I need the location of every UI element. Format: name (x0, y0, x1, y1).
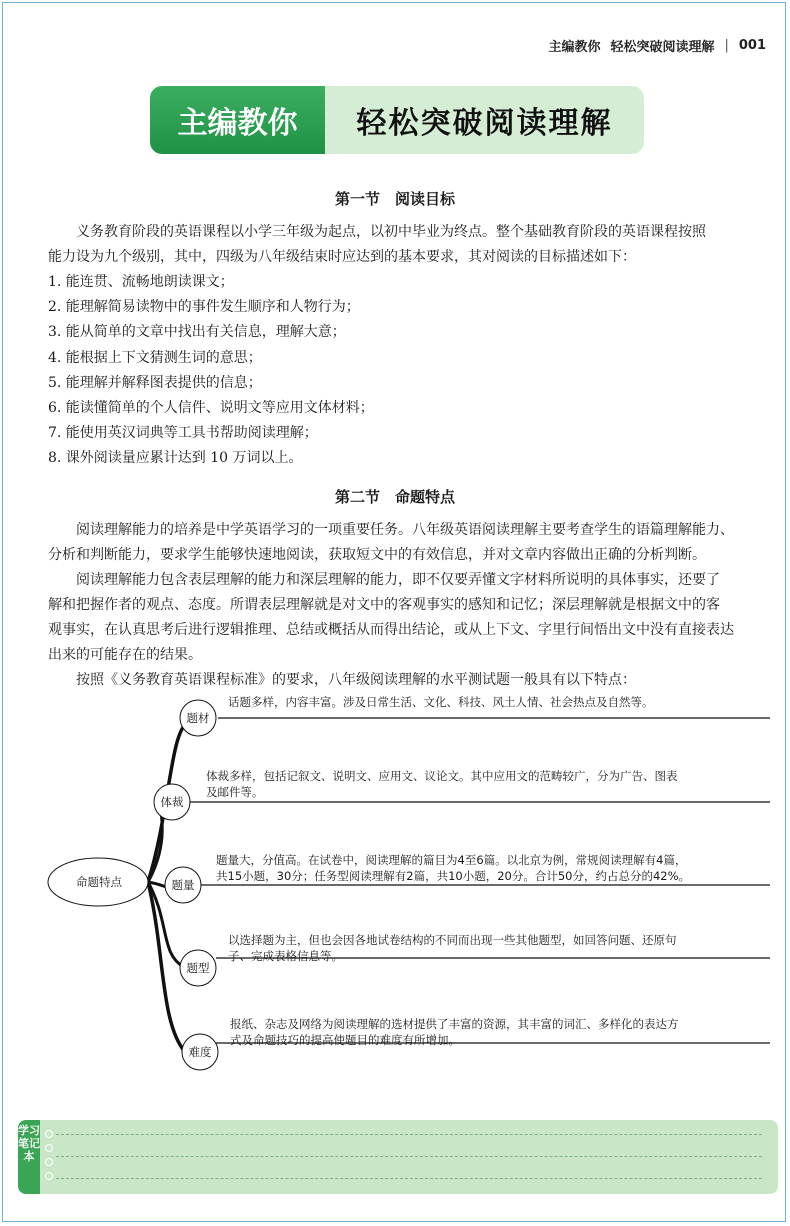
section1-title: 第一节 阅读目标 (334, 190, 455, 208)
branch-label: 体裁 (160, 795, 184, 809)
section2-p2-line4: 出来的可能存在的结果。 (48, 647, 202, 663)
header-chapter-title: 轻松突破阅读理解 (610, 40, 715, 55)
list-item: 1. 能连贯、流畅地朗读课文； (48, 274, 234, 290)
title-banner (150, 86, 644, 154)
branch-label: 题量 (171, 878, 195, 892)
mindmap-diagram (40, 692, 780, 1072)
banner-right-text: 轻松突破阅读理解 (325, 86, 644, 154)
list-item: 7. 能使用英汉词典等工具书帮助阅读理解； (48, 425, 318, 442)
section2-p1-line1: 阅读理解能力的培养是中学英语学习的一项重要任务。八年级英语阅读理解主要考查学生的语篇理解能力、 (76, 522, 734, 538)
branch-text-line: 子、完成表格信息等。 (228, 949, 343, 963)
branch-text (230, 1016, 770, 1048)
section2-p2-line1: 阅读理解能力包含表层理解的能力和深层理解的能力，即不仅要弄懂文字材料所说明的具体事实，还要了 (76, 572, 720, 588)
section2-p2-line2: 解和把握作者的观点、态度。所谓表层理解就是对文中的客观事实的感知和记忆；深层理解就是根据文中的客 (48, 597, 720, 613)
list-item: 2. 能理解简易读物中的事件发生顺序和人物行为； (48, 299, 360, 316)
goal-list (48, 270, 778, 472)
list-item: 3. 能从简单的文章中找出有关信息，理解大意； (48, 324, 346, 341)
ring-icon (45, 1158, 53, 1166)
note-line[interactable] (56, 1178, 762, 1179)
section2-p1-line2: 分析和判断能力，要求学生能够快速地阅读，获取短文中的有效信息，并对文章内容做出正确的分析判断。 (48, 547, 706, 563)
list-item: 4. 能根据上下文猜测生词的意思； (48, 349, 262, 366)
ring-icon (45, 1130, 53, 1138)
branch-label: 难度 (188, 1045, 212, 1059)
banner-left-text: 主编教你 (150, 86, 325, 154)
connector-5 (148, 882, 185, 1052)
branch-label: 题材 (186, 711, 210, 725)
branch-text-line: 以选择题为主，但也会因各地试卷结构的不同而出现一些其他题型，如回答问题、还原句 (228, 933, 677, 947)
branch-text-line: 话题多样，内容丰富。涉及日常生活、文化、科技、风土人情、社会热点及自然等。 (228, 695, 654, 709)
branch-text-line: 题量大，分值高。在试卷中，阅读理解的篇目为4至6篇。以北京为例，常规阅读理解有4篇， (216, 853, 687, 867)
branch-text (216, 852, 772, 884)
ring-icon (45, 1172, 53, 1180)
section2-p2-line3: 观事实，在认真思考后进行逻辑推理、总结或概括从而得出结论，或从上下文、字里行间悟出文中没有直接表达 (48, 622, 734, 638)
center-label: 命题特点 (76, 875, 122, 889)
section1-body (48, 220, 778, 472)
branch-text (206, 768, 766, 800)
branch-label: 题型 (186, 961, 210, 975)
branch-text-line: 体裁多样，包括记叙文、说明文、应用文、议论文。其中应用文的范畴较广，分为广告、图表 (206, 769, 678, 783)
section2-title: 第二节 命题特点 (334, 488, 455, 506)
header-book-title: 主编教你 (548, 40, 601, 55)
note-line[interactable] (56, 1156, 762, 1157)
section1-intro-line1: 义务教育阶段的英语课程以小学三年级为起点，以初中毕业为终点。整个基础教育阶段的英语课程按照 (76, 224, 706, 240)
branch-text-line: 式及命题技巧的提高使题目的难度有所增加。 (230, 1033, 460, 1047)
branch-text (228, 694, 768, 710)
section2-body (48, 518, 778, 693)
branch-text-line: 及邮件等。 (206, 785, 264, 799)
section1-intro-line2: 能力设为九个级别，其中，四级为八年级结束时应达到的基本要求，其对阅读的目标描述如下： (48, 249, 636, 265)
note-line[interactable] (56, 1134, 762, 1135)
section2-p3: 按照《义务教育英语课程标准》的要求，八年级阅读理解的水平测试题一般具有以下特点： (76, 672, 636, 688)
page-number: 001 (738, 38, 766, 53)
running-header (548, 36, 766, 55)
list-item: 5. 能理解并解释图表提供的信息； (48, 374, 262, 391)
header-separator: | (724, 38, 729, 53)
ring-icon (45, 1144, 53, 1152)
study-notes-box (18, 1120, 778, 1194)
branch-text-line: 报纸、杂志及网络为阅读理解的选材提供了丰富的资源，其丰富的词汇、多样化的表达方 (230, 1017, 679, 1031)
list-item: 8. 课外阅读量应累计达到 10 万词以上。 (48, 450, 303, 467)
branch-text (228, 932, 768, 964)
notes-tab: 学习笔记本 (18, 1120, 40, 1194)
list-item: 6. 能读懂简单的个人信件、说明文等应用文体材料； (48, 400, 374, 417)
branch-text-line: 共15小题，30分；任务型阅读理解有2篇，共10小题，20分。合计50分，约占总分的42%。 (216, 869, 691, 883)
